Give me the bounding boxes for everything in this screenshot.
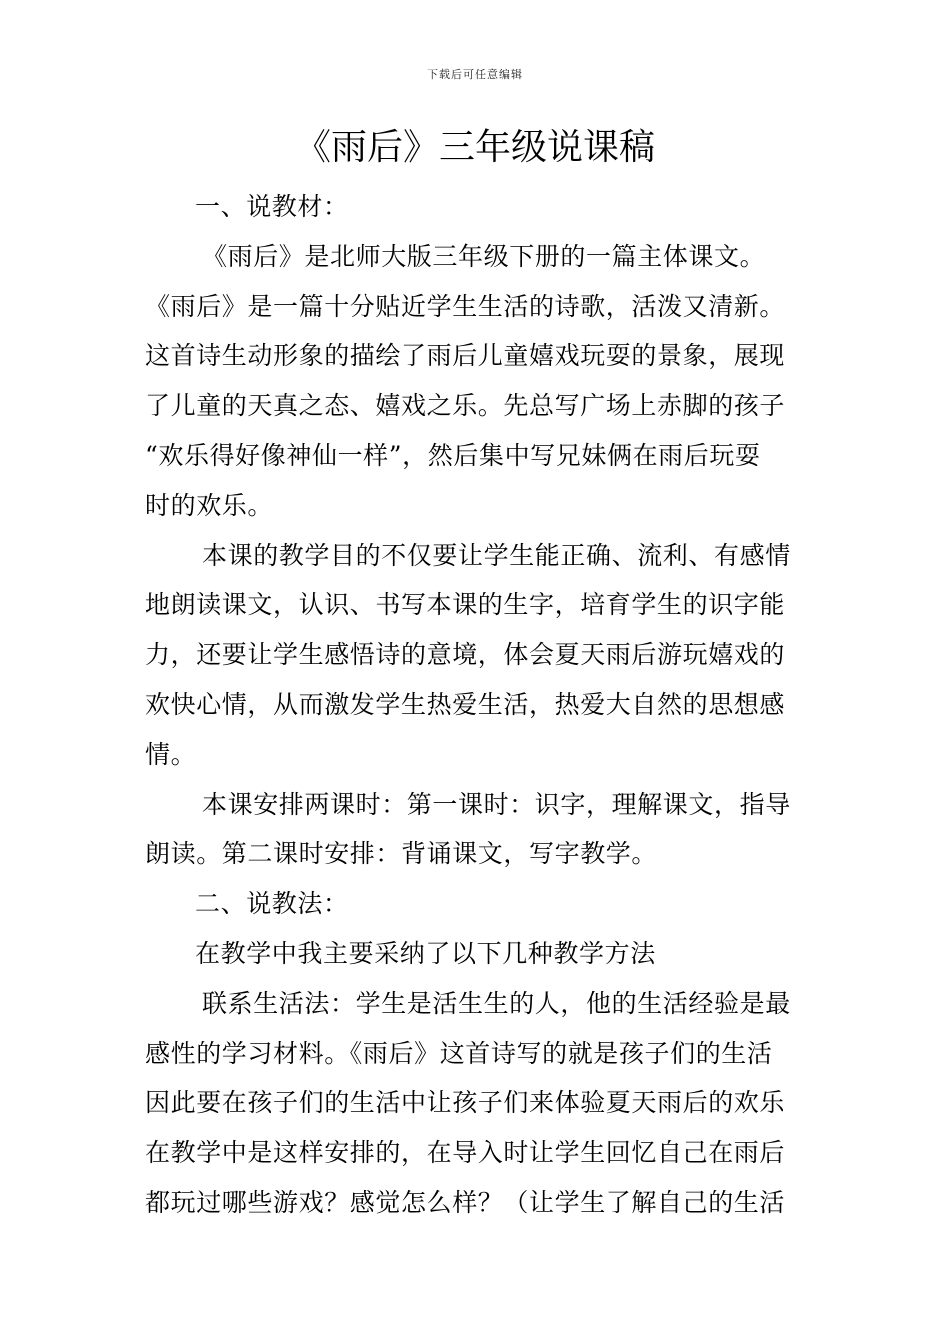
paragraph-line: 《雨后》是北师大版三年级下册的一篇主体课文。 — [202, 241, 766, 271]
paragraph-line: 联系生活法：学生是活生生的人，他的生活经验是最 — [202, 988, 791, 1018]
document-body — [145, 182, 807, 1228]
paragraph-line: 欢快心情，从而激发学生热爱生活，热爱大自然的思想感 — [145, 689, 786, 719]
paragraph-line: 感性的学习材料。《雨后》这首诗写的就是孩子们的生活 — [145, 1038, 773, 1068]
paragraph-line: 情。 — [145, 739, 197, 769]
paragraph-line: 在教学中是这样安排的，在导入时让学生回忆自己在雨后 — [145, 1138, 786, 1168]
paragraph-line: 都玩过哪些游戏？感觉怎么样？（让学生了解自己的生活 — [145, 1187, 786, 1217]
paragraph-line: 地朗读课文，认识、书写本课的生字，培育学生的识字能 — [145, 590, 786, 620]
paragraph-line: 时的欢乐。 — [145, 490, 274, 520]
section-heading-teaching-material: 一、说教材： — [195, 192, 349, 221]
paragraph-line: 这首诗生动形象的描绘了雨后儿童嬉戏玩耍的景象，展现 — [145, 341, 786, 371]
paragraph-line: “欢乐得好像神仙一样”，然后集中写兄妹俩在雨后玩耍 — [145, 440, 761, 470]
paragraph-line: 因此要在孩子们的生活中让孩子们来体验夏天雨后的欢乐 — [145, 1088, 786, 1118]
paragraph-line: 在教学中我主要采纳了以下几种教学方法 — [195, 938, 656, 968]
paragraph-line: 朗读。第二课时安排：背诵课文，写字教学。 — [145, 839, 658, 869]
paragraph-line: 了儿童的天真之态、嬉戏之乐。先总写广场上赤脚的孩子 — [145, 391, 786, 421]
document-title: 《雨后》三年级说课稿 — [294, 127, 655, 168]
paragraph-line: 本课的教学目的不仅要让学生能正确、流利、有感情 — [202, 540, 791, 570]
section-heading-teaching-method: 二、说教法： — [195, 889, 349, 919]
header-note: 下载后可任意编辑 — [427, 68, 523, 81]
paragraph-line: 力，还要让学生感悟诗的意境，体会夏天雨后游玩嬉戏的 — [145, 640, 786, 670]
paragraph-line: 《雨后》是一篇十分贴近学生生活的诗歌，活泼又清新。 — [145, 291, 786, 321]
paragraph-line: 本课安排两课时：第一课时：识字，理解课文，指导 — [202, 789, 791, 819]
